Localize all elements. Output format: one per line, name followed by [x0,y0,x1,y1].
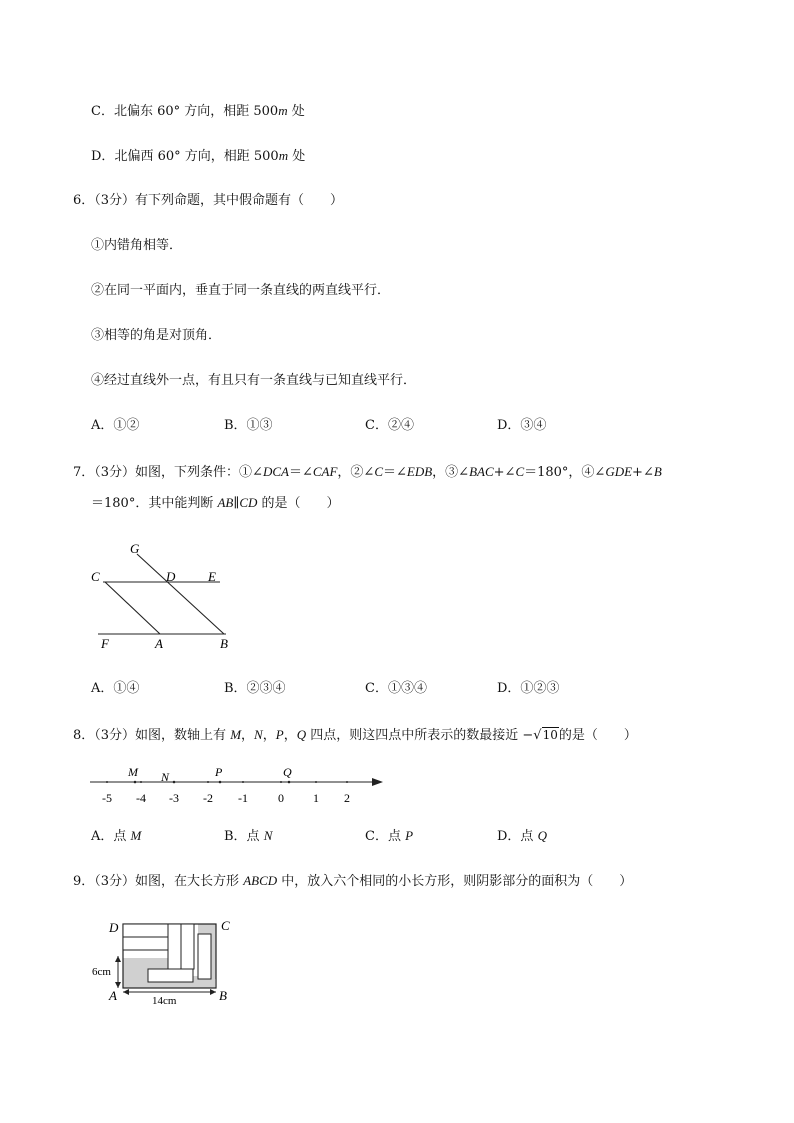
unit-m: m [278,148,289,163]
axis-tick-label: -4 [136,791,146,805]
axis-arrow [372,778,383,786]
label-c: C [221,918,230,933]
q6-option-a[interactable]: A．①② [91,418,140,433]
axis-tick [207,781,209,783]
label-g: G [130,541,140,556]
axis-tick-label: 1 [313,791,319,805]
width-arrow-left [123,989,129,995]
q6-option-d[interactable]: D．③④ [497,418,547,433]
width-label: 14cm [152,995,177,1007]
axis-tick [140,781,142,783]
axis-ticks [102,781,350,805]
q8-option-d[interactable]: D．点 Q [497,828,547,844]
point-n-label: N [161,770,170,784]
q8-number-line [85,760,390,810]
point-q-label: Q [283,765,292,779]
label-c: C [91,569,100,584]
label-b: B [220,636,228,651]
label-f: F [101,636,109,651]
q6-stem: 6．（3分）有下列命题，其中假命题有（ ） [73,193,344,208]
q7-stem-line2: ＝180°．其中能判断 AB∥CD 的是（ ） [91,495,340,511]
axis-tick [242,781,244,783]
axis-tick-label: 2 [344,791,350,805]
axis-tick [315,781,317,783]
axis-tick [346,781,348,783]
label-d: D [166,569,176,584]
height-arrow-top [115,956,121,962]
option-text-end: 处 [288,149,306,164]
q8-option-c[interactable]: C．点 P [365,828,414,844]
option-text: 北偏东 60° 方向，相距 500 [113,104,279,119]
shaded-region-left-lower [123,976,137,988]
q9-rectangle-figure [90,912,240,1007]
unit-m: m [278,103,288,118]
q7-option-d[interactable]: D．①②③ [497,681,560,696]
point-q [288,781,291,784]
q5-option-c [91,102,305,121]
q6-proposition-1: ①内错角相等． [91,238,183,253]
label-d: D [109,920,119,935]
label-a: A [155,636,163,651]
sqrt-expression: √10 [533,728,558,743]
axis-tick-label: -3 [169,791,179,805]
q5-option-d [91,147,305,166]
point-m-label: M [128,765,138,779]
width-arrow-right [210,989,216,995]
q6-option-b[interactable]: B．①③ [224,418,273,433]
option-text: 北偏西 60° 方向，相距 500 [114,149,279,164]
option-label: C． [91,104,114,119]
q7-option-a[interactable]: A．①④ [91,681,140,696]
label-b: B [219,988,227,1003]
small-rect-1 [123,924,168,937]
axis-tick-label: 0 [278,791,284,805]
option-label: D． [91,149,115,164]
q8-option-b[interactable]: B．点 N [224,828,273,844]
small-rect-2 [123,937,168,950]
q7-geometry-figure [85,538,245,653]
line-ca [105,582,160,634]
small-rect-6 [198,934,211,979]
axis-tick-label: -2 [203,791,213,805]
q8-option-a[interactable]: A．点 M [91,828,142,844]
line-gb [137,554,224,634]
small-rect-5 [148,969,193,982]
q6-proposition-2: ②在同一平面内，垂直于同一条直线的两直线平行． [91,283,391,298]
q7-stem-line1: 7．（3分）如图，下列条件：①∠DCA＝∠CAF，②∠C＝∠EDB，③∠BAC+∠C＝180°，④∠GDE+∠B [73,464,662,480]
q6-proposition-4: ④经过直线外一点，有且只有一条直线与已知直线平行． [91,373,417,388]
q7-option-c[interactable]: C．①③④ [365,681,427,696]
label-e: E [208,569,216,584]
axis-tick [106,781,108,783]
small-rect-3 [168,924,181,969]
q9-stem: 9．（3分）如图，在大长方形 ABCD 中，放入六个相同的小长方形，则阴影部分的面积为（ ） [73,873,633,889]
height-label: 6cm [92,966,111,978]
point-p [219,781,222,784]
point-n [173,781,176,784]
point-m [134,781,137,784]
q7-option-b[interactable]: B．②③④ [224,681,286,696]
axis-tick [280,781,282,783]
q8-stem: 8．（3分）如图，数轴上有 M，N，P，Q 四点，则这四点中所表示的数最接近 −√10的是（ ） [73,727,637,743]
axis-tick-label: -1 [238,791,248,805]
axis-tick-label: -5 [102,791,112,805]
q6-proposition-3: ③相等的角是对顶角． [91,328,222,343]
option-text-end: 处 [287,104,305,119]
point-p-label: P [215,765,223,779]
q6-option-c[interactable]: C．②④ [365,418,414,433]
label-a: A [109,988,117,1003]
small-rect-4 [181,924,194,969]
